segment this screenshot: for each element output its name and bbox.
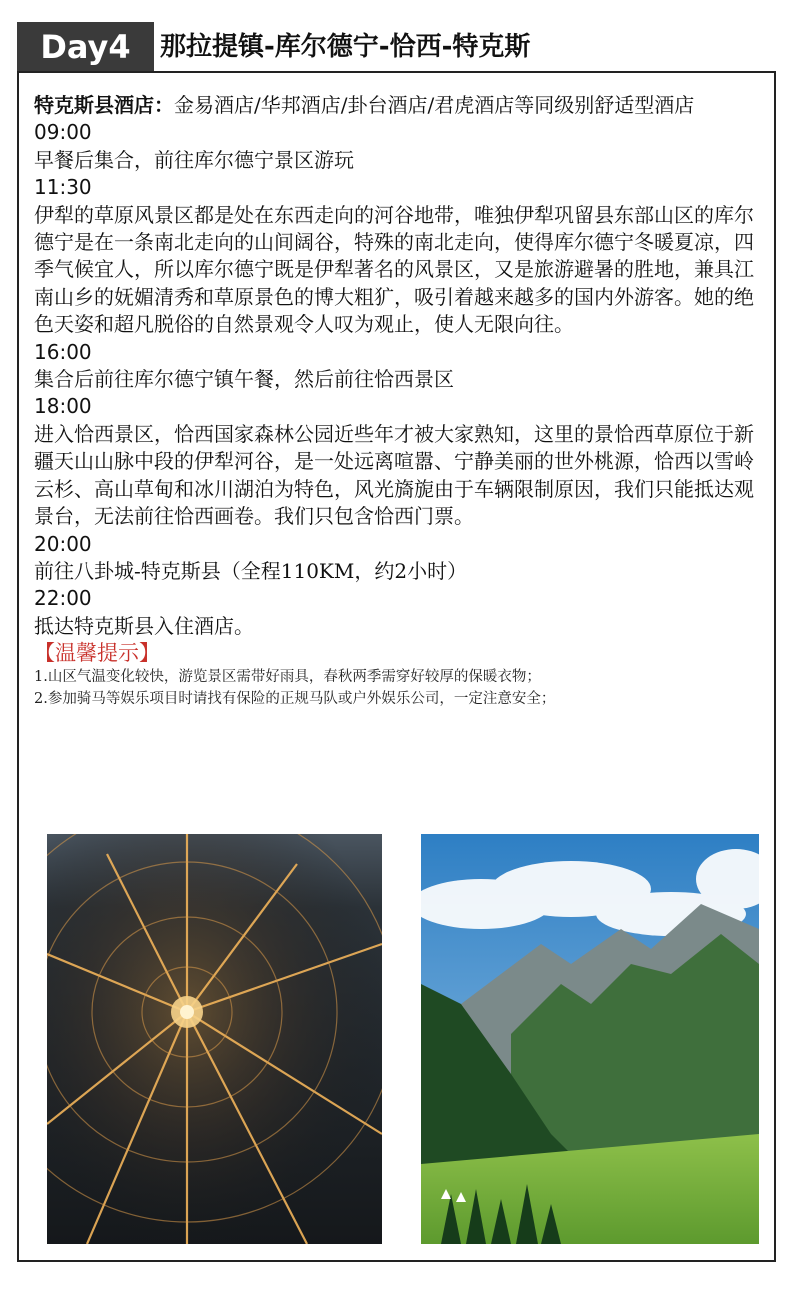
- schedule-text: 集合后前往库尔德宁镇午餐，然后前往恰西景区: [34, 367, 454, 392]
- schedule-text: 进入恰西景区，恰西国家森林公园近些年才被大家熟知，这里的景恰西草原位于新疆天山山脉中段的伊犁河谷，是一处远离喧嚣、宁静美丽的世外桃源，恰西以雪岭云杉、高山草甸和冰川湖泊为特色，风光旖旎由于车辆限制原因，我们只能抵达观景台，无法前往恰西画卷。我们只包含恰西门票。: [34, 421, 754, 529]
- tip-item: 2.参加骑马等娱乐项目时请找有保险的正规马队或户外娱乐公司，一定注意安全；: [34, 691, 556, 708]
- schedule-time: 18:00: [34, 394, 92, 419]
- schedule-text: 抵达特克斯县入住酒店。: [34, 613, 254, 638]
- schedule-time: 09:00: [34, 120, 92, 145]
- schedule-text: 前往八卦城-特克斯县（全程110KM，约2小时）: [34, 558, 468, 583]
- schedule-text: 伊犁的草原风景区都是处在东西走向的河谷地带，唯独伊犁巩留县东部山区的库尔德宁是在一条南北走向的山间阔谷，特殊的南北走向，使得库尔德宁冬暖夏凉，四季气候宜人，所以库尔德宁既是伊犁著名的风景区，又是旅游避暑的胜地，兼具江南山乡的妩媚清秀和草原景色的博大粗犷，吸引着越来越多的国内外游客。她的绝色天姿和超凡脱俗的自然景观令人叹为观止，使人无限向往。: [34, 202, 754, 337]
- tips-title: 【温馨提示】: [34, 641, 160, 666]
- hotel-info: [34, 92, 764, 119]
- hotel-label: 特克斯县酒店：: [34, 93, 174, 117]
- mountain-meadow-photo: [421, 834, 759, 1244]
- hotel-text: 金易酒店/华邦酒店/卦台酒店/君虎酒店等同级别舒适型酒店: [174, 93, 695, 117]
- schedule-text: 早餐后集合，前往库尔德宁景区游玩: [34, 147, 354, 172]
- aerial-city-night-photo: [47, 834, 382, 1244]
- schedule-time: 11:30: [34, 175, 92, 200]
- tip-item: 1.山区气温变化较快，游览景区需带好雨具，春秋两季需穿好较厚的保暖衣物；: [34, 669, 541, 686]
- day-badge: Day4: [17, 22, 154, 72]
- schedule-time: 22:00: [34, 586, 92, 611]
- itinerary-content: [34, 92, 764, 710]
- schedule-time: 20:00: [34, 531, 92, 556]
- route-title: 那拉提镇-库尔德宁-恰西-特克斯: [160, 32, 531, 62]
- schedule-time: 16:00: [34, 339, 92, 364]
